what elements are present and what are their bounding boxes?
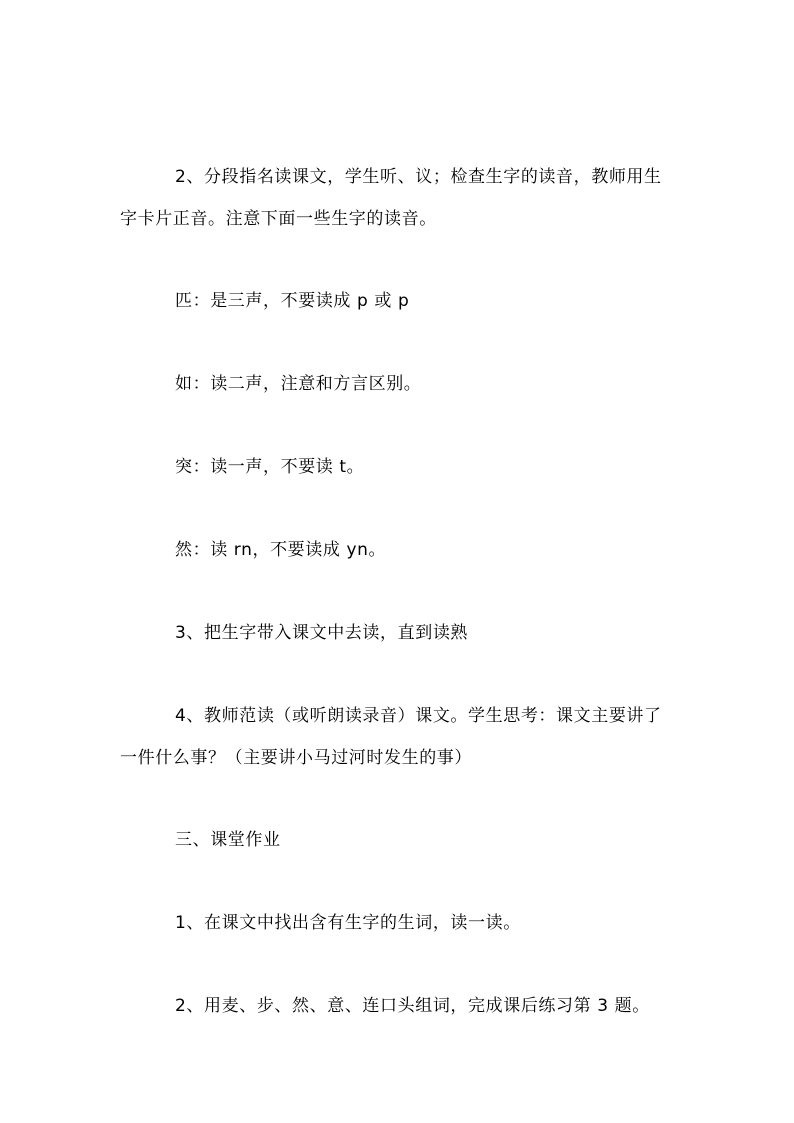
paragraph-word-building: 2、用麦、步、然、意、连口头组词，完成课后练习第 3 题。 <box>175 996 650 1016</box>
paragraph-pi-pronunciation: 匹：是三声，不要读成 p 或 p <box>175 291 410 311</box>
paragraph-find-words: 1、在课文中找出含有生字的生词，读一读。 <box>175 913 521 933</box>
paragraph-teacher-model-read: 4、教师范读（或听朗读录音）课文。学生思考：课文主要讲了一件什么事？（主要讲小马过河时发生的事） <box>120 706 662 768</box>
paragraph-read-until-fluent: 3、把生字带入课文中去读，直到读熟 <box>175 623 469 643</box>
section-heading-classwork: 三、课堂作业 <box>175 830 281 850</box>
paragraph-ran-pronunciation: 然：读 rn，不要读成 yn。 <box>175 540 387 560</box>
paragraph-ru-pronunciation: 如：读二声，注意和方言区别。 <box>175 374 422 394</box>
paragraph-tu-pronunciation: 突：读一声，不要读 t。 <box>175 457 365 477</box>
paragraph-reading-check: 2、分段指名读课文，学生听、议；检查生字的读音，教师用生字卡片正音。注意下面一些生字的读音。 <box>120 167 662 229</box>
